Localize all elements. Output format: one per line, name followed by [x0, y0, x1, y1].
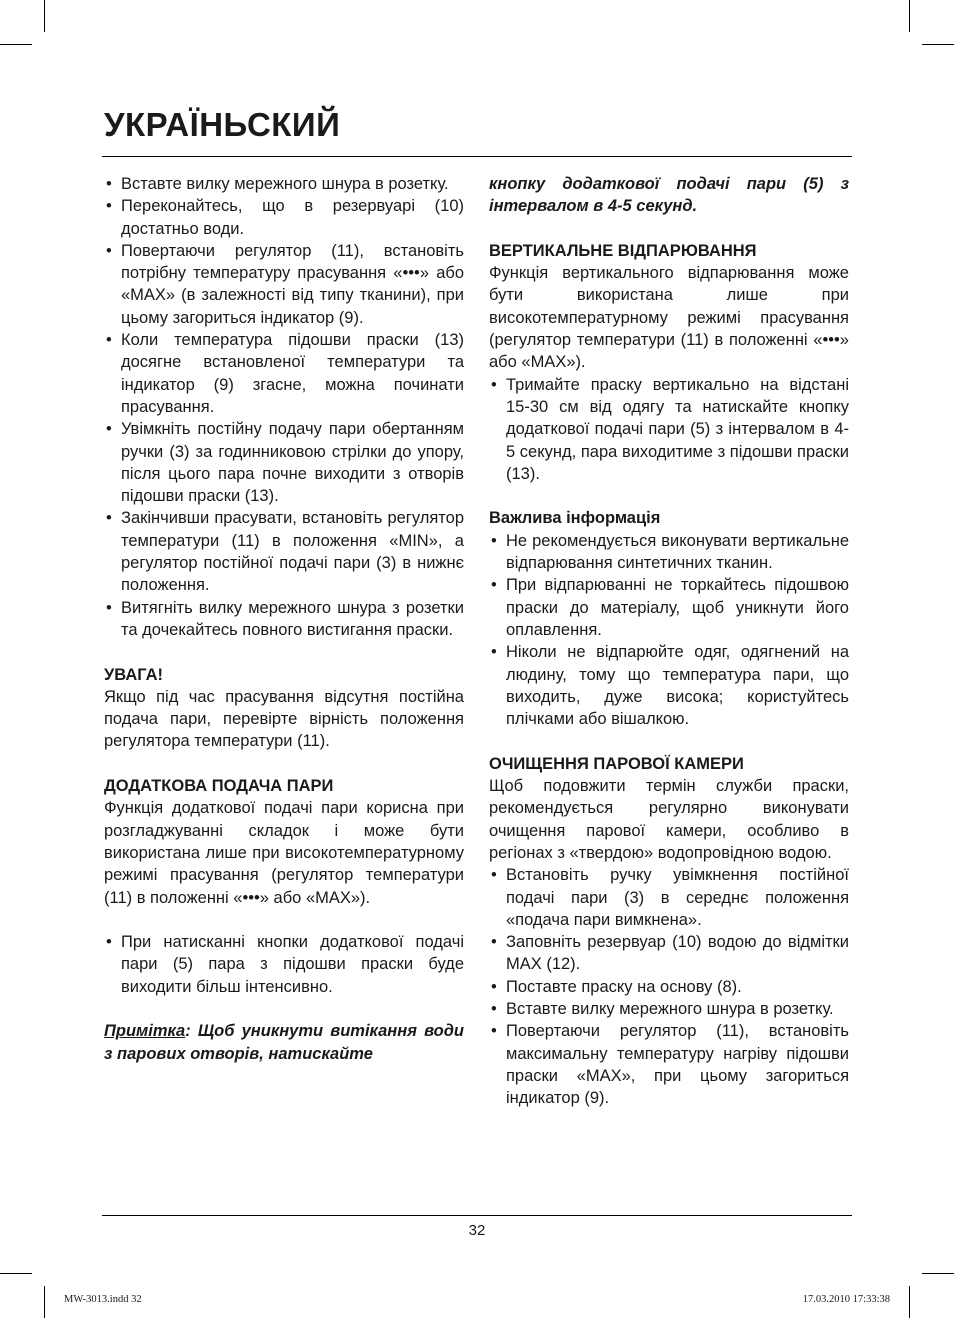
- list-item: • Повертаючи регулятор (11), встановіть потрібну температуру прасування «•••» або «MAX» (в залежності від типу тканини), при цьому загориться індикатор (9).: [106, 241, 464, 327]
- list-item: • Не рекомендується виконувати вертикальне відпарювання синтетичних тканин.: [491, 531, 849, 573]
- list-item: • Увімкніть постійну подачу пари обертанням ручки (3) за годинниковою стрілки до упору, після цього пара почне виходити з отворів підошви праски (13).: [106, 420, 464, 506]
- list-item: • Заповніть резервуар (10) водою до відмітки MAX (12).: [491, 933, 849, 974]
- crop-mark: [922, 1273, 954, 1274]
- usage-steps-list: [104, 173, 464, 641]
- bullet-icon: •: [106, 933, 112, 952]
- note-continuation: кнопку додаткової подачі пари (5) з інтервалом в 4-5 секунд.: [489, 175, 849, 216]
- list-item: • При відпарюванні не торкайтесь підошвою праски до матеріалу, щоб уникнути його оплавлення.: [491, 576, 849, 639]
- bullet-icon: •: [491, 576, 497, 595]
- warning-heading: УВАГА!: [104, 665, 163, 684]
- list-item: • Тримайте праску вертикально на відстані 15-30 см від одягу та натискайте кнопку додаткової подачі пари (5) з інтервалом в 4-5 секунд, пара виходитиме з підошви праски (13).: [491, 375, 849, 483]
- page-number: 32: [468, 1222, 486, 1239]
- warning-text: Якщо під час прасування відсутня постійна подача пари, перевірте вірність положення регулятора температури (11).: [104, 687, 464, 751]
- list-item: • Ніколи не відпарюйте одяг, одягнений на людину, тому що температура пари, що виходить, дуже висока; користуйтесь плічками або вішалкою.: [491, 643, 849, 729]
- bullet-icon: •: [491, 531, 497, 550]
- crop-mark: [0, 1273, 32, 1274]
- vertical-steam-list: [489, 374, 849, 485]
- slug-date-info: 17.03.2010 17:33:38: [802, 1294, 890, 1305]
- note-text: Примітка: Щоб уникнути витікання води з парових отворів, натискайте: [104, 1022, 464, 1063]
- bullet-icon: •: [491, 977, 497, 996]
- bullet-icon: •: [491, 933, 497, 952]
- bullet-icon: •: [491, 1022, 497, 1041]
- extra-steam-heading: ДОДАТКОВА ПОДАЧА ПАРИ: [104, 777, 334, 796]
- list-item: • Поставте праску на основу (8).: [489, 976, 849, 998]
- vertical-steam-text: Функція вертикального відпарювання може бути використана лише при високотемпературному режимі прасування (регулятор температури (11) в положенні «•••» або «MAX»).: [489, 264, 849, 372]
- list-item: • Витягніть вилку мережного шнура з розетки та дочекайтесь повного вистигання праски.: [106, 598, 464, 639]
- crop-mark: [909, 0, 910, 32]
- list-item: • Переконайтесь, що в резервуарі (10) достатньо води.: [106, 197, 464, 238]
- cleaning-steps-list: [489, 864, 849, 1109]
- footer-rule: [102, 1215, 852, 1216]
- right-column: [489, 173, 849, 1109]
- bullet-icon: •: [491, 643, 497, 662]
- bullet-icon: •: [491, 866, 497, 885]
- important-info-heading: Важлива інформація: [489, 509, 661, 528]
- cleaning-text: Щоб подовжити термін служби праски, рекомендується регулярно виконувати очищення парової камери, особливо в регіонах з «твердою» водопровідною водою.: [489, 777, 849, 862]
- note-label: Примітка: [104, 1022, 186, 1041]
- crop-mark: [44, 0, 45, 32]
- header-rule: [102, 156, 852, 157]
- list-item: • Встановіть ручку увімкнення постійної подачі пари (3) в середнє положення «подача пари вимкнена».: [491, 866, 849, 929]
- list-item: • Коли температура підошви праски (13) досягне встановленої температури та індикатор (9) згасне, можна починати прасування.: [106, 331, 464, 416]
- list-item: • Вставте вилку мережного шнура в розетку.: [489, 998, 849, 1020]
- bullet-icon: •: [491, 375, 497, 394]
- bullet-icon: •: [106, 420, 112, 439]
- bullet-icon: •: [106, 175, 112, 193]
- vertical-steam-heading: ВЕРТИКАЛЬНЕ ВІДПАРЮВАННЯ: [489, 241, 757, 260]
- bullet-icon: •: [106, 598, 112, 617]
- bullet-icon: •: [106, 241, 112, 260]
- cleaning-heading: ОЧИЩЕННЯ ПАРОВОЇ КАМЕРИ: [489, 754, 744, 773]
- slug-file-info: MW-3013.indd 32: [64, 1294, 142, 1305]
- list-item: • Закінчивши прасувати, встановіть регулятор температури (11) в положення «MIN», а регулятор постійної подачі пари (3) в нижнє положення.: [106, 509, 464, 595]
- list-item: • Вставте вилку мережного шнура в розетку.: [104, 173, 464, 195]
- list-item: • Повертаючи регулятор (11), встановіть максимальну температуру нагріву підошви праски «MAX», при цьому загориться індикатор (9).: [491, 1022, 849, 1108]
- extra-steam-text: Функція додаткової подачі пари корисна при розгладжуванні складок і може бути використана лише при високотемпературному режимі прасування (регулятор температури (11) в положенні «•••» або «MAX»).: [104, 799, 464, 907]
- left-column: [104, 173, 464, 1065]
- bullet-icon: •: [491, 999, 497, 1018]
- extra-steam-list: [104, 931, 464, 998]
- important-info-list: [489, 530, 849, 731]
- crop-mark: [909, 1286, 910, 1318]
- bullet-icon: •: [106, 509, 112, 528]
- list-item: • При натисканні кнопки додаткової подачі пари (5) пара з підошви праски буде виходити більш інтенсивно.: [106, 933, 464, 996]
- crop-mark: [44, 1286, 45, 1318]
- page-title: УКРАЇНЬСКИЙ: [104, 106, 341, 143]
- bullet-icon: •: [106, 197, 112, 216]
- crop-mark: [0, 44, 32, 45]
- bullet-icon: •: [106, 331, 112, 350]
- crop-mark: [922, 44, 954, 45]
